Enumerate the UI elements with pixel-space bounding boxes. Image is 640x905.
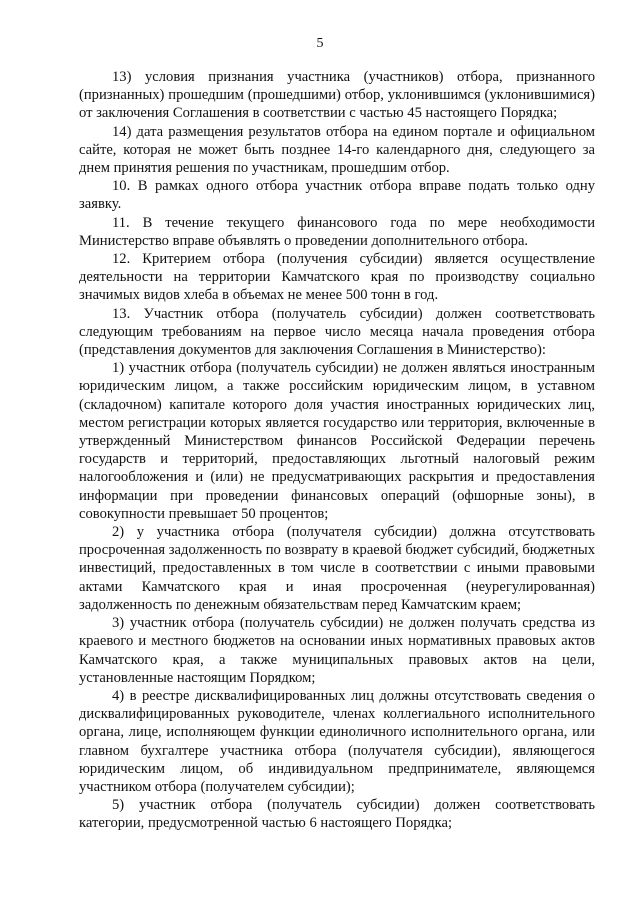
paragraph-requirement-1: 1) участник отбора (получатель субсидии) не должен являться иностранным юридическим лицом, а также российским юридическим лицом, в уставном (складочном) капитале которого доля участия иностранных юридических лиц, местом регистрации которых является государство или территория, включенные в утвержденный Министерством финансов Российской Федерации перечень государств и территорий, предоставляющих льготный налоговый режим налогообложения и (или) не предусматривающих раскрытия и предоставления информации при проведении финансовых операций (офшорные зоны), в совокупности превышает 50 процентов;	[79, 360, 595, 522]
page-number: 5	[316, 36, 324, 51]
paragraph-clause-12: 12. Критерием отбора (получения субсидии) является осуществление деятельности на территории Камчатского края по производству социально значимых видов хлеба в объемах не менее 500 тонн в год.	[79, 251, 595, 304]
paragraph-clause-11: 11. В течение текущего финансового года по мере необходимости Министерство вправе объявлять о проведении дополнительного отбора.	[79, 214, 595, 249]
paragraph-requirement-2: 2) у участника отбора (получателя субсидии) должна отсутствовать просроченная задолженность по возврату в краевой бюджет субсидий, бюджетных инвестиций, предоставленных в том числе в соответствии с иными правовыми актами Камчатского края и иная просроченная (неурегулированная) задолженность по денежным обязательствам перед Камчатским краем;	[79, 524, 595, 613]
paragraph-clause-13: 13. Участник отбора (получатель субсидии) должен соответствовать следующим требованиям на первое число месяца начала проведения отбора (представления документов для заключения Соглашения в Министерство):	[79, 305, 595, 359]
paragraph-requirement-3: 3) участник отбора (получатель субсидии) не должен получать средства из краевого и местного бюджетов на основании иных нормативных правовых актов Камчатского края, а также муниципальных правовых актов на цели, установленные настоящим Порядком;	[79, 615, 595, 686]
paragraph-item-14: 14) дата размещения результатов отбора на едином портале и официальном сайте, которая не может быть позднее 14-го календарного дня, следующего за днем принятия решения по участникам, прошедшим отбор.	[79, 123, 595, 177]
paragraph-item-13: 13) условия признания участника (участников) отбора, признанного (признанных) прошедшим (прошедшими) отбор, уклонившимся (уклонившимися) от заключения Соглашения в соответствии с частью 45 настоящего Порядка;	[79, 69, 595, 122]
paragraph-requirement-5: 5) участник отбора (получатель субсидии) должен соответствовать категории, предусмотренной частью 6 настоящего Порядка;	[79, 797, 595, 832]
document-body	[79, 68, 595, 833]
paragraph-clause-10: 10. В рамках одного отбора участник отбора вправе подать только одну заявку.	[79, 178, 595, 213]
paragraph-requirement-4: 4) в реестре дисквалифицированных лиц должны отсутствовать сведения о дисквалифицированных руководителе, членах коллегиального исполнительного органа, лице, исполняющем функции единоличного исполнительного органа, или главном бухгалтере участника отбора (получателя субсидии), являющегося юридическим лицом, об индивидуальном предпринимателе, являющемся участником отбора (получателем субсидии);	[79, 687, 595, 795]
